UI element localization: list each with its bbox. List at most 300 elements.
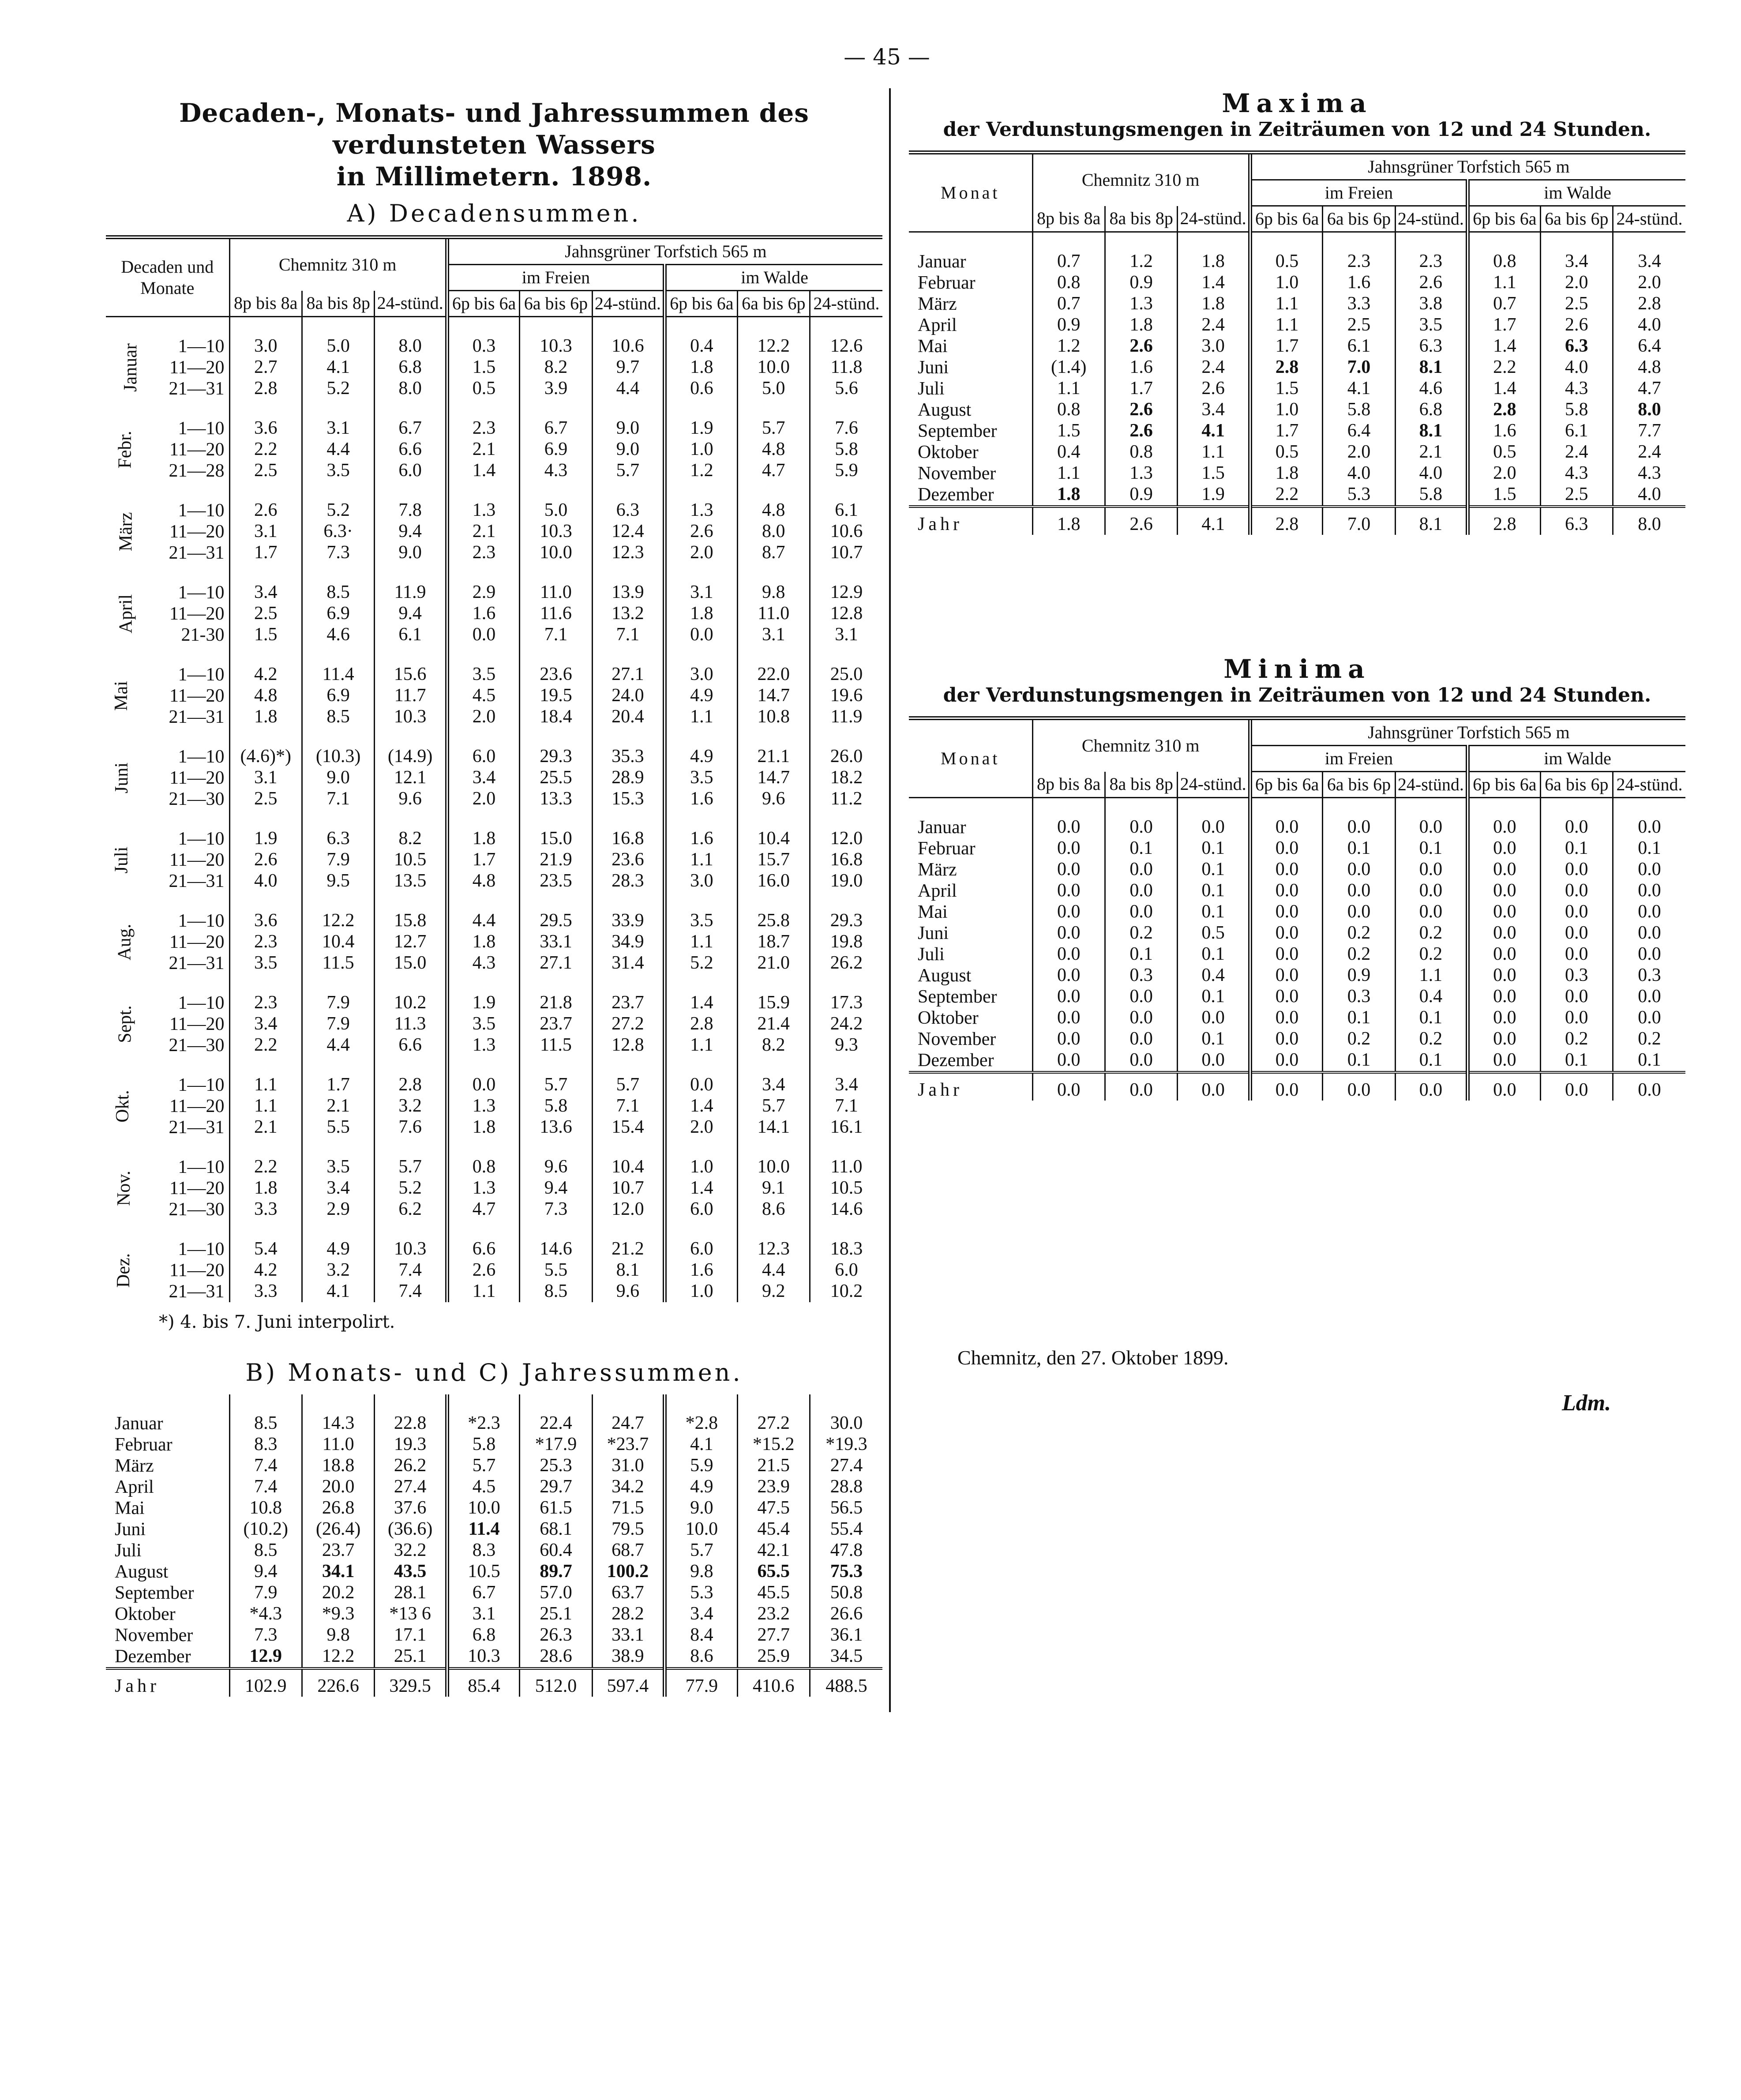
value-cell: 6.3 xyxy=(1395,336,1467,357)
gap-cell xyxy=(1540,798,1613,817)
table-row xyxy=(106,1178,882,1199)
value-cell: 35.3 xyxy=(592,746,664,767)
value-cell: 8.0 xyxy=(1613,399,1686,421)
gap-cell xyxy=(810,1220,883,1239)
value-cell: 0.4 xyxy=(1178,965,1250,986)
value-cell: 1.9 xyxy=(447,992,519,1014)
value-cell: 6.0 xyxy=(810,1260,883,1281)
gap-cell xyxy=(302,646,374,664)
year-value: 488.5 xyxy=(810,1668,883,1697)
value-cell: 1.8 xyxy=(665,357,737,378)
value-cell: 0.9 xyxy=(1323,965,1395,986)
value-cell: 1.1 xyxy=(447,1281,519,1302)
value-cell: 4.3 xyxy=(520,460,592,481)
decade-label: 1—10 xyxy=(178,1239,225,1259)
value-cell: 0.0 xyxy=(1250,965,1322,986)
value-cell: 10.4 xyxy=(737,828,810,849)
value-cell: 5.2 xyxy=(375,1178,447,1199)
table-row xyxy=(909,859,1685,880)
gap-cell xyxy=(447,974,519,992)
gap-cell xyxy=(737,1056,810,1074)
gap-cell xyxy=(1323,232,1395,252)
value-cell: 28.8 xyxy=(810,1476,883,1498)
value-cell: 4.9 xyxy=(665,1476,737,1498)
value-cell: 2.9 xyxy=(302,1199,374,1220)
month-label-cell xyxy=(106,746,137,810)
value-cell: 0.0 xyxy=(1032,880,1105,902)
value-cell: 1.8 xyxy=(1105,315,1177,336)
value-cell: 27.2 xyxy=(737,1413,810,1434)
value-cell: 3.1 xyxy=(665,582,737,603)
value-cell: 0.0 xyxy=(1250,1029,1322,1050)
value-cell: 0.0 xyxy=(1540,880,1613,902)
value-cell: 1.8 xyxy=(1250,463,1322,484)
value-cell: 5.0 xyxy=(737,378,810,399)
value-cell: 1.9 xyxy=(1178,484,1250,507)
decade-label: 1—10 xyxy=(178,911,225,931)
decade-label: 1—10 xyxy=(178,500,225,521)
value-cell: 0.1 xyxy=(1395,1050,1467,1072)
table-row xyxy=(106,910,882,932)
value-cell: 1.3 xyxy=(665,500,737,521)
value-cell: 4.0 xyxy=(1540,357,1613,378)
gap-cell xyxy=(375,728,447,746)
decade-label: 21—31 xyxy=(169,543,225,563)
value-cell: 14.7 xyxy=(737,767,810,789)
value-cell: 0.8 xyxy=(1032,272,1105,293)
table-row xyxy=(106,1625,882,1646)
table-row xyxy=(909,965,1685,986)
value-cell: 1.8 xyxy=(1178,251,1250,272)
table-row xyxy=(106,1035,882,1056)
value-cell: 1.4 xyxy=(665,1178,737,1199)
month-name: Mai xyxy=(918,902,948,922)
header-f3: 24-stünd. xyxy=(592,291,664,317)
table-row xyxy=(909,838,1685,859)
value-cell: 27.4 xyxy=(375,1476,447,1498)
value-cell: 8.5 xyxy=(302,582,374,603)
value-cell: 1.3 xyxy=(1105,293,1177,315)
table-row xyxy=(106,1561,882,1582)
value-cell: 0.0 xyxy=(1323,880,1395,902)
value-cell: 12.2 xyxy=(302,1646,374,1668)
value-cell: 23.6 xyxy=(520,664,592,685)
value-cell: 1.4 xyxy=(1468,336,1540,357)
value-cell: 2.0 xyxy=(1613,272,1686,293)
value-cell: 1.9 xyxy=(229,828,302,849)
table-row xyxy=(909,378,1685,399)
gap-cell xyxy=(592,317,664,336)
table-row xyxy=(106,500,882,521)
value-cell: 12.1 xyxy=(375,767,447,789)
gap-cell xyxy=(810,481,883,500)
month-label-cell xyxy=(106,992,137,1056)
value-cell: 7.9 xyxy=(302,849,374,871)
value-cell: 3.6 xyxy=(229,418,302,439)
value-cell: 21.5 xyxy=(737,1455,810,1476)
value-cell: 4.8 xyxy=(737,439,810,460)
value-cell: 0.7 xyxy=(1032,251,1105,272)
year-value: 85.4 xyxy=(447,1668,519,1697)
value-cell: 2.3 xyxy=(1395,251,1467,272)
value-cell: 6.3 xyxy=(1540,336,1613,357)
value-cell: 9.3 xyxy=(810,1035,883,1056)
value-cell: 4.4 xyxy=(447,910,519,932)
gap-cell xyxy=(375,974,447,992)
gap-cell xyxy=(375,1056,447,1074)
value-cell: 1.1 xyxy=(665,932,737,953)
decade-label: 21—31 xyxy=(169,953,225,973)
header-w2: 6a bis 6p xyxy=(737,291,810,317)
value-cell: 4.8 xyxy=(447,871,519,892)
gap-cell xyxy=(1468,798,1540,817)
table-row xyxy=(909,442,1685,463)
value-cell: 6.1 xyxy=(1323,336,1395,357)
minima-header-c2: 8a bis 8p xyxy=(1105,772,1177,798)
value-cell: 38.9 xyxy=(592,1646,664,1668)
value-cell: *9.3 xyxy=(302,1604,374,1625)
value-cell: 19.3 xyxy=(375,1434,447,1455)
value-cell: 0.2 xyxy=(1395,944,1467,965)
table-row xyxy=(909,1029,1685,1050)
value-cell: 1.6 xyxy=(665,828,737,849)
gap-cell xyxy=(520,1394,592,1413)
month-name: Oktober xyxy=(918,442,979,462)
value-cell: 4.9 xyxy=(665,746,737,767)
minima-header-monat: Monat xyxy=(909,720,1032,798)
decade-label: 11—20 xyxy=(169,850,225,870)
value-cell: 3.4 xyxy=(447,767,519,789)
value-cell: 0.0 xyxy=(1613,859,1686,880)
value-cell: 45.5 xyxy=(737,1582,810,1604)
minima-header-w3: 24-stünd. xyxy=(1613,772,1686,798)
gap-cell xyxy=(447,481,519,500)
value-cell: 6.1 xyxy=(810,500,883,521)
gap-cell xyxy=(1395,798,1467,817)
year-row xyxy=(106,1668,882,1697)
value-cell: 2.1 xyxy=(447,521,519,542)
value-cell: 57.0 xyxy=(520,1582,592,1604)
year-value: 4.1 xyxy=(1178,507,1250,535)
table-row xyxy=(106,828,882,849)
gap-cell xyxy=(665,564,737,582)
value-cell: 2.8 xyxy=(1250,357,1322,378)
value-cell: 1.4 xyxy=(447,460,519,481)
value-cell: 0.0 xyxy=(1250,838,1322,859)
table-row xyxy=(909,399,1685,421)
month-name: August xyxy=(918,965,972,986)
month-name: Januar xyxy=(115,1413,163,1434)
value-cell: 15.0 xyxy=(375,953,447,974)
value-cell: 4.5 xyxy=(447,685,519,706)
value-cell: 0.2 xyxy=(1540,1029,1613,1050)
value-cell: 25.1 xyxy=(520,1604,592,1625)
month-name: November xyxy=(918,463,996,484)
decade-label: 11—20 xyxy=(169,604,225,624)
gap-cell xyxy=(592,1056,664,1074)
table-row xyxy=(106,378,882,399)
value-cell: 0.0 xyxy=(1178,1050,1250,1072)
table-row xyxy=(106,521,882,542)
value-cell: 4.9 xyxy=(665,685,737,706)
minima-header-f1: 6p bis 6a xyxy=(1250,772,1322,798)
month-name: September xyxy=(918,421,997,441)
gap-cell xyxy=(1395,232,1467,252)
value-cell: 6.8 xyxy=(375,357,447,378)
gap-cell xyxy=(1540,232,1613,252)
value-cell: 2.2 xyxy=(229,1157,302,1178)
value-cell: 12.8 xyxy=(810,603,883,624)
value-cell: 1.8 xyxy=(447,1117,519,1138)
year-value: 0.0 xyxy=(1323,1072,1395,1101)
value-cell: 2.1 xyxy=(1395,442,1467,463)
value-cell: 0.1 xyxy=(1178,859,1250,880)
minima-header-jahnsgruen: Jahnsgrüner Torfstich 565 m xyxy=(1250,720,1685,746)
value-cell: 5.8 xyxy=(810,439,883,460)
value-cell: 2.2 xyxy=(1468,357,1540,378)
value-cell: 0.0 xyxy=(1540,817,1613,838)
year-value: 226.6 xyxy=(302,1668,374,1697)
gap-cell xyxy=(665,974,737,992)
table-row xyxy=(909,251,1685,272)
value-cell: 5.9 xyxy=(665,1455,737,1476)
month-name: Juli xyxy=(115,1540,142,1561)
value-cell: 1.8 xyxy=(1178,293,1250,315)
month-label-cell xyxy=(106,1239,137,1302)
value-cell: 5.7 xyxy=(592,460,664,481)
maxima-header-monat: Monat xyxy=(909,154,1032,232)
value-cell: 2.0 xyxy=(665,542,737,564)
value-cell: 2.3 xyxy=(229,932,302,953)
gap-cell xyxy=(592,974,664,992)
value-cell: 18.4 xyxy=(520,706,592,728)
value-cell: 6.6 xyxy=(375,439,447,460)
value-cell: 2.4 xyxy=(1540,442,1613,463)
year-label: Jahr xyxy=(909,1072,1032,1101)
value-cell: 21.9 xyxy=(520,849,592,871)
value-cell: 1.7 xyxy=(1105,378,1177,399)
value-cell: 9.4 xyxy=(229,1561,302,1582)
decade-label: 21-30 xyxy=(181,625,225,645)
value-cell: 0.0 xyxy=(1178,1007,1250,1029)
value-cell: 9.6 xyxy=(737,789,810,810)
value-cell: 0.0 xyxy=(1032,923,1105,944)
value-cell: 7.1 xyxy=(520,624,592,646)
value-cell: 4.4 xyxy=(302,1035,374,1056)
table-row xyxy=(909,1050,1685,1072)
maxima-header-chemnitz: Chemnitz 310 m xyxy=(1032,154,1250,206)
value-cell: 18.2 xyxy=(810,767,883,789)
minima-table xyxy=(909,720,1685,1101)
decade-label: 21—28 xyxy=(169,461,225,481)
value-cell: 0.0 xyxy=(1323,859,1395,880)
value-cell: 0.0 xyxy=(1250,1007,1322,1029)
value-cell: 16.0 xyxy=(737,871,810,892)
month-name: Juli xyxy=(918,944,945,965)
decade-label: 11—20 xyxy=(169,1096,225,1116)
value-cell: 1.1 xyxy=(1032,378,1105,399)
maxima-header-c2: 8a bis 8p xyxy=(1105,206,1177,232)
value-cell: 26.8 xyxy=(302,1498,374,1519)
month-label-cell xyxy=(106,910,137,974)
value-cell: 100.2 xyxy=(592,1561,664,1582)
value-cell: 2.5 xyxy=(229,603,302,624)
decade-label: 11—20 xyxy=(169,1260,225,1281)
table-row xyxy=(106,1476,882,1498)
table-row xyxy=(106,624,882,646)
value-cell: 9.0 xyxy=(592,439,664,460)
year-value: 6.3 xyxy=(1540,507,1613,535)
value-cell: 5.8 xyxy=(1540,399,1613,421)
value-cell: 7.9 xyxy=(302,1014,374,1035)
year-value: 410.6 xyxy=(737,1668,810,1697)
value-cell: 7.3 xyxy=(229,1625,302,1646)
block-gap xyxy=(106,728,882,746)
value-cell: 2.6 xyxy=(1105,421,1177,442)
value-cell: 8.1 xyxy=(592,1260,664,1281)
month-name: Mai xyxy=(115,1498,145,1518)
value-cell: 2.0 xyxy=(665,1117,737,1138)
value-cell: 5.5 xyxy=(302,1117,374,1138)
value-cell: 8.0 xyxy=(375,378,447,399)
value-cell: 6.9 xyxy=(302,685,374,706)
value-cell: 2.0 xyxy=(447,789,519,810)
value-cell: 0.3 xyxy=(1613,965,1686,986)
value-cell: (14.9) xyxy=(375,746,447,767)
value-cell: 1.8 xyxy=(447,932,519,953)
value-cell: 10.3 xyxy=(375,1239,447,1260)
value-cell: 3.4 xyxy=(737,1074,810,1096)
table-row xyxy=(106,1582,882,1604)
block-gap xyxy=(106,810,882,828)
value-cell: *2.8 xyxy=(665,1413,737,1434)
table-row xyxy=(106,871,882,892)
month-name: Januar xyxy=(918,252,966,272)
decade-label: 21—31 xyxy=(169,1281,225,1302)
value-cell: 10.2 xyxy=(810,1281,883,1302)
gap-cell xyxy=(375,481,447,500)
gap-cell xyxy=(737,481,810,500)
table-row xyxy=(106,582,882,603)
value-cell: 0.0 xyxy=(1395,880,1467,902)
value-cell: 0.0 xyxy=(1105,1050,1177,1072)
value-cell: 5.8 xyxy=(447,1434,519,1455)
table-row xyxy=(106,1604,882,1625)
gap-cell xyxy=(106,399,229,418)
gap-cell xyxy=(665,481,737,500)
value-cell: 3.5 xyxy=(665,910,737,932)
value-cell: 0.0 xyxy=(1105,1029,1177,1050)
gap-cell xyxy=(375,1138,447,1157)
month-name: Juni xyxy=(115,1519,146,1540)
month-name: Februar xyxy=(115,1435,173,1455)
value-cell: 34.1 xyxy=(302,1561,374,1582)
value-cell: 27.7 xyxy=(737,1625,810,1646)
value-cell: 0.1 xyxy=(1323,838,1395,859)
value-cell: 6.0 xyxy=(665,1199,737,1220)
value-cell: 14.3 xyxy=(302,1413,374,1434)
month-label-cell xyxy=(106,336,141,399)
value-cell: 1.0 xyxy=(1250,272,1322,293)
gap-cell xyxy=(106,728,229,746)
value-cell: (10.2) xyxy=(229,1519,302,1540)
header-w3: 24-stünd. xyxy=(810,291,883,317)
value-cell: 33.1 xyxy=(592,1625,664,1646)
value-cell: 0.0 xyxy=(1105,1007,1177,1029)
value-cell: 0.0 xyxy=(1250,902,1322,923)
decade-sums-section xyxy=(106,97,882,1697)
value-cell: 3.1 xyxy=(810,624,883,646)
value-cell: 3.3 xyxy=(229,1281,302,1302)
value-cell: 12.8 xyxy=(592,1035,664,1056)
value-cell: 1.7 xyxy=(229,542,302,564)
value-cell: 0.0 xyxy=(1468,923,1540,944)
signature-date: Chemnitz, den 27. Oktober 1899. xyxy=(957,1346,1229,1369)
value-cell: 21.8 xyxy=(520,992,592,1014)
year-value: 0.0 xyxy=(1178,1072,1250,1101)
signature-name: Ldm. xyxy=(1562,1390,1611,1416)
gap-cell xyxy=(106,1056,229,1074)
value-cell: 0.1 xyxy=(1105,838,1177,859)
minima-header-c3: 24-stünd. xyxy=(1178,772,1250,798)
gap-cell xyxy=(106,974,229,992)
value-cell: 0.0 xyxy=(1032,1050,1105,1072)
value-cell: 11.0 xyxy=(302,1434,374,1455)
value-cell: 20.0 xyxy=(302,1476,374,1498)
value-cell: 6.8 xyxy=(1395,399,1467,421)
value-cell: 33.1 xyxy=(520,932,592,953)
value-cell: 16.8 xyxy=(810,849,883,871)
gap-cell xyxy=(1250,798,1322,817)
value-cell: 5.8 xyxy=(520,1096,592,1117)
value-cell: 0.2 xyxy=(1395,1029,1467,1050)
value-cell: 5.2 xyxy=(302,378,374,399)
block-gap xyxy=(106,646,882,664)
gap-cell xyxy=(375,399,447,418)
gap-cell xyxy=(520,317,592,336)
value-cell: 1.1 xyxy=(1178,442,1250,463)
value-cell: 1.0 xyxy=(1250,399,1322,421)
gap-cell xyxy=(520,481,592,500)
value-cell: 15.7 xyxy=(737,849,810,871)
value-cell: 21.0 xyxy=(737,953,810,974)
value-cell: 50.8 xyxy=(810,1582,883,1604)
value-cell: 3.5 xyxy=(665,767,737,789)
value-cell: 0.7 xyxy=(1032,293,1105,315)
table-row xyxy=(909,336,1685,357)
gap-cell xyxy=(665,399,737,418)
value-cell: 27.1 xyxy=(592,664,664,685)
block-gap xyxy=(106,892,882,910)
maxima-subtitle: der Verdunstungsmengen in Zeiträumen von 12 und 24 Stunden. xyxy=(943,118,1651,141)
value-cell: 3.0 xyxy=(1178,336,1250,357)
value-cell: 0.0 xyxy=(447,1074,519,1096)
value-cell: 27.2 xyxy=(592,1014,664,1035)
value-cell: 11.6 xyxy=(520,603,592,624)
value-cell: 21.1 xyxy=(737,746,810,767)
header-chemnitz: Chemnitz 310 m xyxy=(229,239,447,291)
value-cell: 0.8 xyxy=(1468,251,1540,272)
table-row xyxy=(909,817,1685,838)
value-cell: 7.3 xyxy=(302,542,374,564)
value-cell: 10.0 xyxy=(665,1519,737,1540)
value-cell: 10.6 xyxy=(810,521,883,542)
value-cell: 15.8 xyxy=(375,910,447,932)
value-cell: 0.0 xyxy=(1468,1007,1540,1029)
month-label: Januar xyxy=(120,343,141,392)
value-cell: 0.1 xyxy=(1178,986,1250,1007)
value-cell: 3.9 xyxy=(520,378,592,399)
